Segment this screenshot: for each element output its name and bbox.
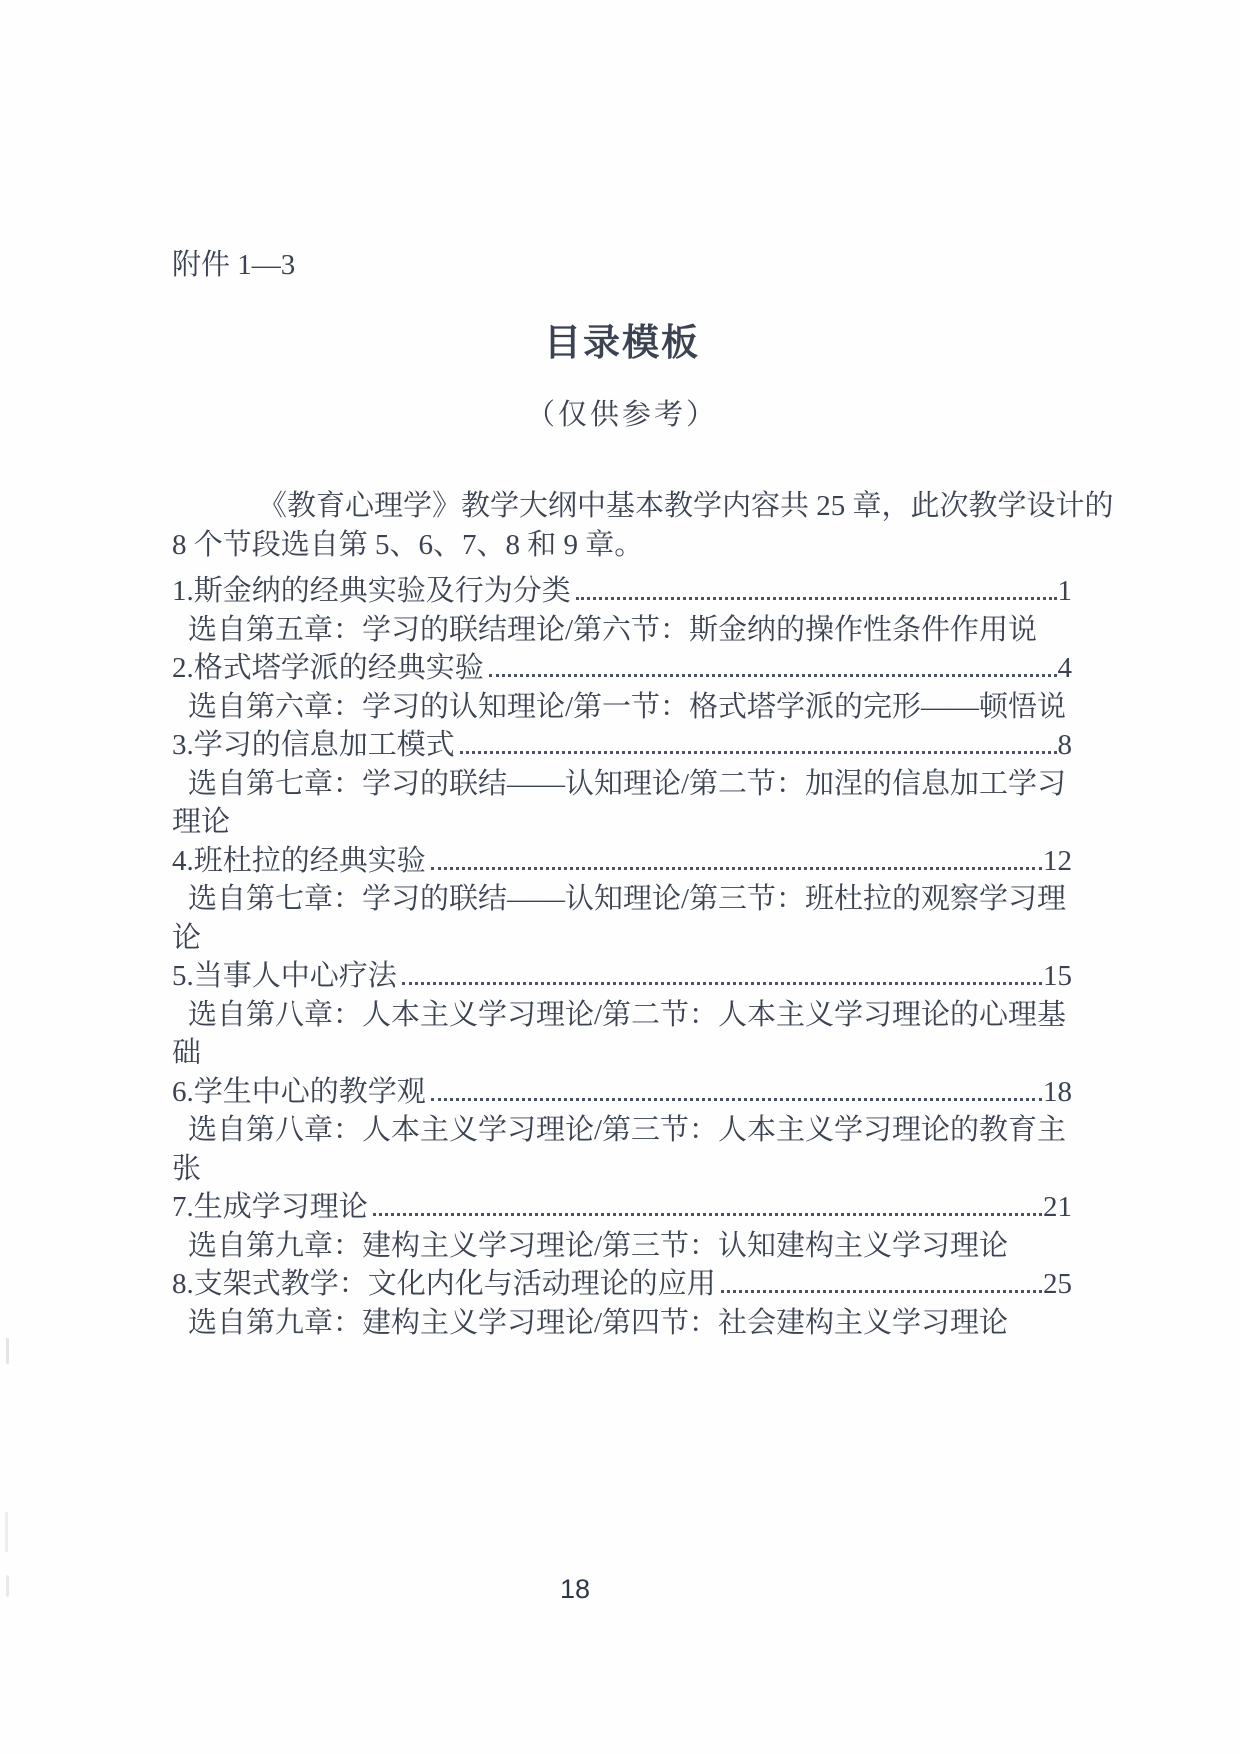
scan-artifact: [6, 1575, 9, 1597]
toc-entry-title: [172, 842, 1072, 881]
table-of-contents: [172, 572, 1072, 1342]
dot-leader: [402, 982, 1042, 985]
toc-entry-label: 7.生成学习理论: [172, 1191, 368, 1223]
toc-entry-label: 6.学生中心的教学观: [172, 1075, 426, 1108]
toc-page-number: 4: [1057, 652, 1072, 684]
toc-entry-label: 4.班杜拉的经典实验: [172, 844, 426, 877]
toc-entry-source: 选自第八章：人本主义学习理论/第三节：人本主义学习理论的教育主: [188, 1114, 1067, 1146]
toc-entry-source: 选自第七章：学习的联结——认知理论/第三节：班杜拉的观察学习理: [188, 883, 1067, 915]
intro-line-2: 8 个节段选自第 5、6、7、8 和 9 章。: [172, 528, 644, 561]
dot-leader: [460, 751, 1057, 754]
toc-page-number: 18: [1043, 1075, 1072, 1108]
toc-entry-source: 选自第八章：人本主义学习理论/第二节：人本主义学习理论的心理基: [188, 998, 1067, 1031]
toc-page-number: 15: [1043, 960, 1072, 992]
toc-entry-source: 选自第五章：学习的联结理论/第六节：斯金纳的操作性条件作用说: [188, 613, 1038, 646]
dot-leader: [373, 1213, 1042, 1216]
toc-entry-source: 选自第九章：建构主义学习理论/第四节：社会建构主义学习理论: [188, 1306, 1009, 1339]
page-subtitle: （仅供参考）: [525, 399, 718, 431]
toc-entry-title: [172, 1073, 1072, 1112]
toc-entry-title: [172, 957, 1072, 996]
dot-leader: [431, 1098, 1042, 1101]
scan-artifact: [5, 1512, 8, 1552]
scan-artifact: [6, 1338, 9, 1364]
attachment-label: 附件 1—3: [172, 249, 296, 281]
dot-leader: [431, 867, 1042, 870]
toc-entry-title: [172, 1188, 1072, 1227]
toc-entry-source-continuation: 论: [172, 921, 202, 954]
toc-entry-source: 选自第七章：学习的联结——认知理论/第二节：加涅的信息加工学习: [188, 767, 1067, 800]
toc-entry-source-continuation: 张: [172, 1152, 202, 1185]
dot-leader: [489, 674, 1057, 677]
intro-paragraph: [172, 487, 1114, 564]
toc-entry-label: 1.斯金纳的经典实验及行为分类: [172, 575, 571, 607]
dot-leader: [576, 597, 1057, 600]
toc-page-number: 12: [1043, 844, 1072, 877]
dot-leader: [721, 1290, 1042, 1293]
toc-entry-label: 3.学习的信息加工模式: [172, 729, 455, 761]
toc-entry-label: 5.当事人中心疗法: [172, 960, 397, 992]
toc-page-number: 1: [1057, 575, 1072, 607]
toc-page-number: 21: [1043, 1191, 1072, 1223]
toc-entry-source: 选自第六章：学习的认知理论/第一节：格式塔学派的完形——顿悟说: [188, 690, 1067, 723]
toc-entry-source-continuation: 理论: [172, 806, 231, 838]
footer-page-number: 18: [559, 1574, 591, 1604]
toc-entry-title: [172, 649, 1072, 688]
toc-entry-label: 2.格式塔学派的经典实验: [172, 652, 484, 684]
toc-entry-source-continuation: 础: [172, 1037, 202, 1069]
toc-entry-title: [172, 726, 1072, 765]
toc-page-number: 25: [1043, 1268, 1072, 1300]
toc-entry-title: [172, 1265, 1072, 1304]
document-content: [172, 0, 1114, 1342]
toc-page-number: 8: [1057, 729, 1072, 761]
intro-line-1: 《教育心理学》教学大纲中基本教学内容共 25 章，此次教学设计的: [258, 490, 1114, 522]
toc-entry-title: [172, 572, 1072, 611]
toc-entry-label: 8.支架式教学：文化内化与活动理论的应用: [172, 1268, 716, 1300]
toc-entry-source: 选自第九章：建构主义学习理论/第三节：认知建构主义学习理论: [188, 1229, 1009, 1262]
page-title: 目录模板: [544, 323, 700, 364]
